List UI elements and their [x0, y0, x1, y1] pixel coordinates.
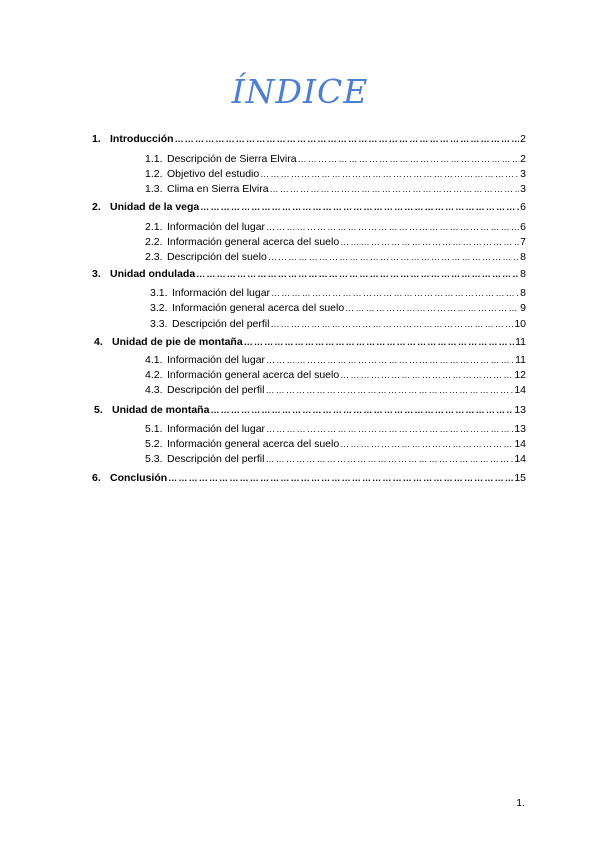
- toc-number: 5.: [94, 404, 103, 416]
- toc-subsection-5-1[interactable]: [145, 423, 526, 437]
- toc-number: 5.1.: [145, 423, 163, 435]
- leader-dots: [270, 318, 513, 331]
- toc-page: 11: [515, 354, 526, 366]
- page-number: 1.: [516, 797, 525, 809]
- leader-dots: [266, 221, 519, 234]
- toc-number: 3.2.: [150, 302, 168, 314]
- toc-page: 3: [520, 168, 526, 180]
- toc-page: 13: [514, 404, 526, 416]
- toc-number: 5.2.: [145, 438, 163, 450]
- leader-dots: [244, 336, 514, 349]
- toc-label: Información general acerca del suelo: [172, 302, 345, 314]
- leader-dots: [345, 302, 519, 315]
- toc-label: Descripción del perfil: [172, 318, 270, 330]
- toc-number: 4.2.: [145, 369, 163, 381]
- toc-label: Descripción del perfil: [167, 453, 265, 465]
- leader-dots: [200, 201, 519, 214]
- toc-page: 2: [520, 153, 526, 165]
- toc-subsection-5-3[interactable]: [145, 453, 526, 467]
- toc-page: 14: [514, 453, 526, 465]
- leader-dots: [266, 423, 513, 436]
- toc-label: Objetivo del estudio: [167, 168, 260, 180]
- toc-subsection-4-3[interactable]: [145, 384, 526, 398]
- leader-dots: [196, 268, 519, 281]
- toc-label: Unidad de montaña: [112, 404, 210, 416]
- toc-page: 3: [520, 183, 526, 195]
- leader-dots: [340, 369, 513, 382]
- leader-dots: [210, 404, 513, 417]
- toc-number: 3.: [92, 268, 101, 280]
- toc-label: Información general acerca del suelo: [167, 438, 340, 450]
- toc-page: 8: [520, 251, 526, 263]
- toc-subsection-2-2[interactable]: [145, 236, 526, 250]
- toc-page: 6: [520, 221, 526, 233]
- toc-page: 8: [520, 287, 526, 299]
- toc-number: 5.3.: [145, 453, 163, 465]
- toc-label: Conclusión: [110, 472, 168, 484]
- toc-number: 2.: [92, 201, 101, 213]
- toc-number: 3.1.: [150, 287, 168, 299]
- toc-number: 1.2.: [145, 168, 163, 180]
- leader-dots: [270, 183, 520, 196]
- toc-page: 6: [520, 201, 526, 213]
- toc-subsection-1-3[interactable]: [145, 183, 526, 197]
- leader-dots: [168, 472, 513, 485]
- toc-subsection-3-2[interactable]: [150, 302, 526, 316]
- toc-section-5[interactable]: [94, 404, 526, 418]
- toc-number: 2.1.: [145, 221, 163, 233]
- toc-page: 9: [520, 302, 526, 314]
- toc-page: 7: [520, 236, 526, 248]
- toc-label: Descripción de Sierra Elvira: [167, 153, 297, 165]
- leader-dots: [260, 168, 519, 181]
- toc-label: Unidad de pie de montaña: [112, 336, 243, 348]
- toc-subsection-2-1[interactable]: [145, 221, 526, 235]
- toc-page: 14: [514, 384, 526, 396]
- leader-dots: [298, 153, 520, 166]
- toc-subsection-3-1[interactable]: [150, 287, 526, 301]
- toc-section-6[interactable]: [92, 472, 526, 486]
- leader-dots: [271, 287, 519, 300]
- toc-subsection-2-3[interactable]: [145, 251, 526, 265]
- toc-page: 11: [515, 336, 526, 348]
- toc-page: 15: [514, 472, 526, 484]
- toc-subsection-5-2[interactable]: [145, 438, 526, 452]
- leader-dots: [268, 251, 519, 264]
- toc-label: Introducción: [110, 133, 174, 145]
- toc-number: 2.2.: [145, 236, 163, 248]
- toc-page: 14: [514, 438, 526, 450]
- toc-section-2[interactable]: [92, 201, 526, 215]
- toc-page: 12: [514, 369, 526, 381]
- leader-dots: [340, 236, 519, 249]
- toc-number: 1.3.: [145, 183, 163, 195]
- toc-page: 2: [520, 133, 526, 145]
- toc-number: 4.: [94, 336, 103, 348]
- toc-number: 6.: [92, 472, 101, 484]
- toc-number: 1.: [92, 133, 101, 145]
- toc-section-3[interactable]: [92, 268, 526, 282]
- toc-label: Unidad ondulada: [110, 268, 196, 280]
- toc-subsection-3-3[interactable]: [150, 318, 526, 332]
- toc-subsection-1-1[interactable]: [145, 153, 526, 167]
- leader-dots: [175, 133, 520, 146]
- leader-dots: [265, 453, 513, 466]
- toc-label: Información general acerca del suelo: [167, 236, 340, 248]
- toc-number: 4.3.: [145, 384, 163, 396]
- toc-label: Información del lugar: [172, 287, 271, 299]
- index-title: ÍNDICE: [231, 72, 369, 111]
- toc-label: Información general acerca del suelo: [167, 369, 340, 381]
- toc-subsection-4-1[interactable]: [145, 354, 526, 368]
- toc-label: Información del lugar: [167, 221, 266, 233]
- toc-label: Información del lugar: [167, 423, 266, 435]
- toc-label: Descripción del perfil: [167, 384, 265, 396]
- toc-label: Descripción del suelo: [167, 251, 267, 263]
- toc-number: 4.1.: [145, 354, 163, 366]
- toc-page: 8: [520, 268, 526, 280]
- toc-number: 3.3.: [150, 318, 168, 330]
- toc-number: 2.3.: [145, 251, 163, 263]
- toc-section-4[interactable]: [94, 336, 526, 350]
- toc-section-1[interactable]: [92, 133, 526, 147]
- leader-dots: [340, 438, 513, 451]
- toc-label: Clima en Sierra Elvira: [167, 183, 269, 195]
- leader-dots: [266, 354, 514, 367]
- toc-subsection-1-2[interactable]: [145, 168, 526, 182]
- toc-label: Unidad de la vega: [110, 201, 200, 213]
- toc-subsection-4-2[interactable]: [145, 369, 526, 383]
- toc-label: Información del lugar: [167, 354, 266, 366]
- leader-dots: [265, 384, 513, 397]
- toc-page: 13: [514, 423, 526, 435]
- toc-number: 1.1.: [145, 153, 163, 165]
- toc-page: 10: [514, 318, 526, 330]
